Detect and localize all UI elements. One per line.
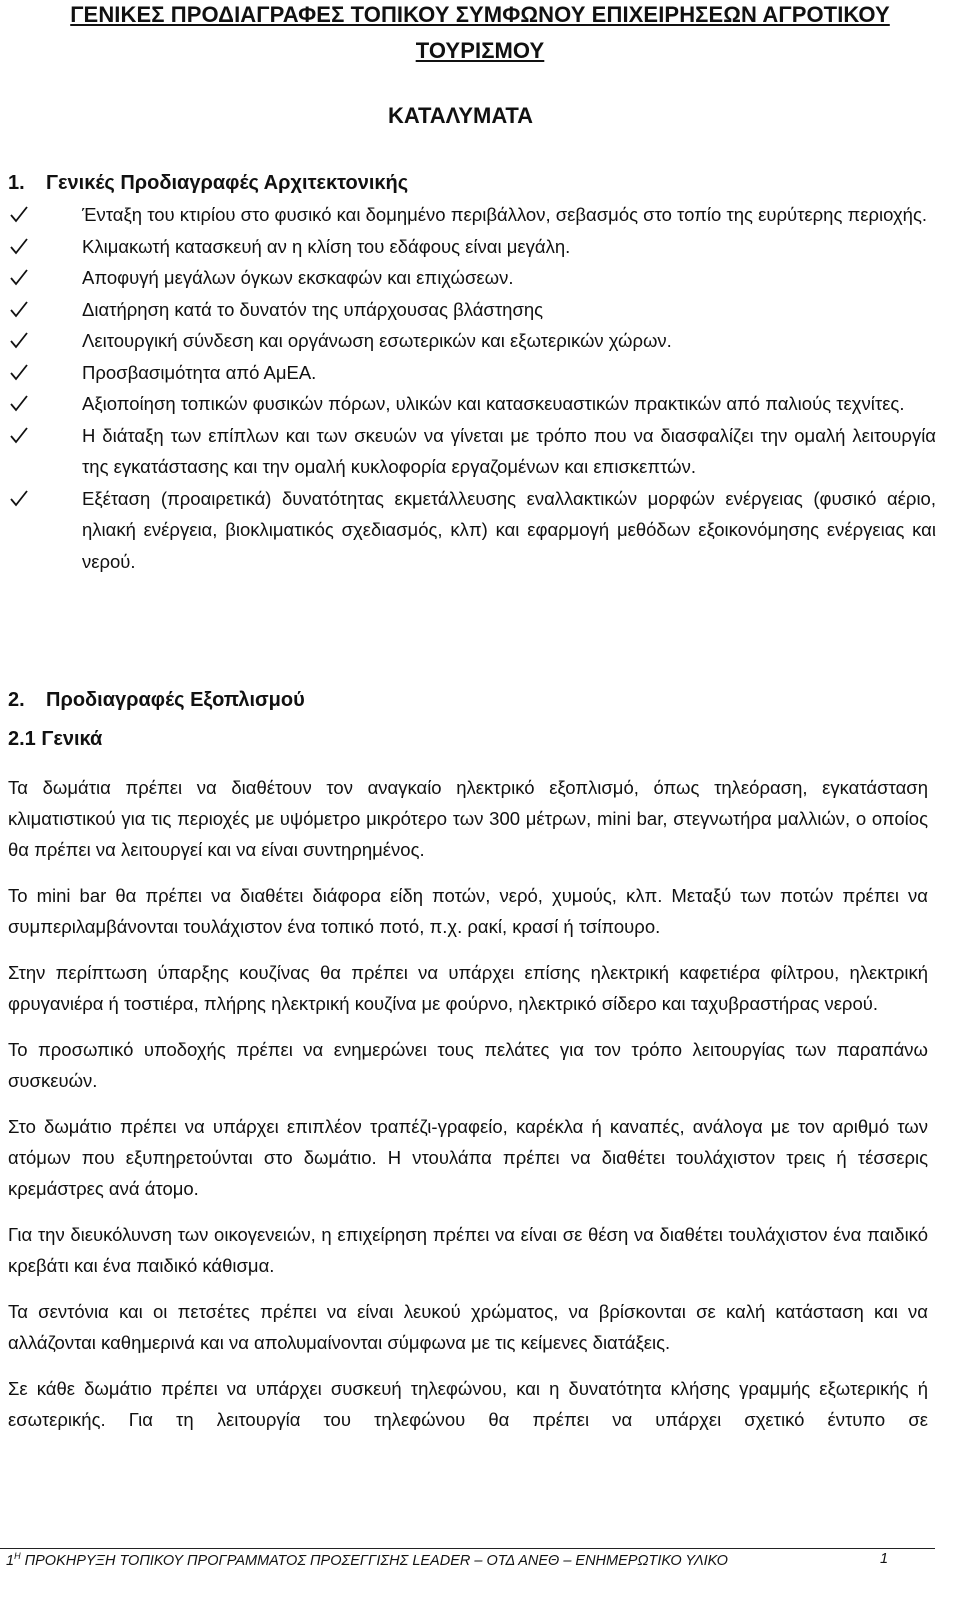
section1-heading-text: Γενικές Προδιαγραφές Αρχιτεκτονικής	[46, 172, 409, 194]
section2-heading-text: Προδιαγραφές Εξοπλισμού	[46, 689, 305, 711]
document-title-line1: ΓΕΝΙΚΕΣ ΠΡΟΔΙΑΓΡΑΦΕΣ ΤΟΠΙΚΟΥ ΣΥΜΦΩΝΟΥ ΕΠΙΧΕΙΡΗΣΕΩΝ ΑΓΡΟΤΙΚΟΥ	[70, 2, 890, 27]
checklist-item-text: Κλιμακωτή κατασκευή αν η κλίση του εδάφους είναι μεγάλη.	[82, 235, 571, 257]
section1-checklist	[8, 199, 936, 577]
checklist-item	[8, 420, 936, 483]
footer-divider	[0, 1548, 935, 1549]
checklist-item	[8, 325, 936, 357]
section2-body	[8, 772, 928, 1435]
checklist-item-text: Η διάταξη των επίπλων και των σκευών να γίνεται με τρόπο που να διασφαλίζει την ομαλή λειτουργία της εγκατάστασης και την ομαλή κυκλοφορία εργαζομένων και επισκεπτών.	[82, 424, 936, 477]
page-footer	[6, 1551, 892, 1569]
checklist-item	[8, 357, 936, 389]
document-title-line2: ΤΟΥΡΙΣΜΟΥ	[415, 38, 545, 63]
section2-heading	[8, 689, 305, 712]
footer-number: 1	[6, 1552, 15, 1569]
section1-number: 1.	[8, 172, 25, 194]
checkmark-icon	[8, 483, 30, 514]
checkmark-icon	[8, 231, 30, 262]
document-subtitle: ΚΑΤΑΛΥΜΑΤΑ	[388, 103, 534, 128]
paragraph: Στην περίπτωση ύπαρξης κουζίνας θα πρέπει να υπάρχει επίσης ηλεκτρική καφετιέρα φίλτρου, ηλεκτρική φρυγανιέρα ή τοστιέρα, πλήρης ηλεκτρική κουζίνα με φούρνο, ηλεκτρικό σίδερο και ταχυβραστήρας νερού.	[8, 962, 928, 1014]
paragraph: Τα δωμάτια πρέπει να διαθέτουν τον αναγκαίο ηλεκτρικό εξοπλισμό, όπως τηλεόραση, εγκατάσταση κλιματιστικού για τις περιοχές με υψόμετρο μικρότερο των 300 μέτρων, mini bar, στεγνωτήρα μαλλιών, ο οποίος θα πρέπει να λειτουργεί και να είναι συντηρημένος.	[8, 777, 928, 860]
checklist-item	[8, 199, 936, 231]
paragraph: Στο δωμάτιο πρέπει να υπάρχει επιπλέον τραπέζι-γραφείο, καρέκλα ή καναπές, ανάλογα με τον αριθμό των ατόμων που εξυπηρετούνται στο δωμάτιο. Η ντουλάπα πρέπει να διαθέτει τουλάχιστον τρεις ή τέσσερις κρεμάστρες ανά άτομο.	[8, 1116, 928, 1199]
paragraph: Το mini bar θα πρέπει να διαθέτει διάφορα είδη ποτών, νερό, χυμούς, κλπ. Μεταξύ των ποτών πρέπει να συμπεριλαμβάνονται τουλάχιστον ένα τοπικό ποτό, π.χ. ρακί, κρασί ή τσίπουρο.	[8, 885, 928, 937]
checklist-item-text: Εξέταση (προαιρετικά) δυνατότητας εκμετάλλευσης εναλλακτικών μορφών ενέργειας (φυσικό αέριο, ηλιακή ενέργεια, βιοκλιματικός σχεδιασμός, κλπ) και εφαρμογή μεθόδων εξοικονόμησης ενέργειας και νερού.	[82, 487, 936, 572]
paragraph: Σε κάθε δωμάτιο πρέπει να υπάρχει συσκευή τηλεφώνου, και η δυνατότητα κλήσης γραμμής εξωτερικής ή εσωτερικής. Για τη λειτουργία του τηλεφώνου θα πρέπει να υπάρχει σχετικό έντυπο σε	[8, 1378, 928, 1430]
footer-superscript: Η	[14, 1551, 21, 1561]
checkmark-icon	[8, 325, 30, 356]
checklist-item	[8, 231, 936, 263]
checkmark-icon	[8, 262, 30, 293]
checkmark-icon	[8, 294, 30, 325]
paragraph: Τα σεντόνια και οι πετσέτες πρέπει να είναι λευκού χρώματος, να βρίσκονται σε καλή κατάσταση και να αλλάζονται καθημερινά και να απολυμαίνονται σύμφωνα με τις κείμενες διατάξεις.	[8, 1301, 928, 1353]
checklist-item	[8, 388, 936, 420]
section1-heading	[8, 172, 408, 195]
checklist-item	[8, 262, 936, 294]
page-number: 1	[880, 1551, 889, 1567]
section2-number: 2.	[8, 689, 25, 711]
checklist-item-text: Αποφυγή μεγάλων όγκων εκσκαφών και επιχώσεων.	[82, 267, 514, 288]
checkmark-icon	[8, 420, 30, 451]
checkmark-icon	[8, 388, 30, 419]
paragraph: Για την διευκόλυνση των οικογενειών, η επιχείρηση πρέπει να είναι σε θέση να διαθέτει τουλάχιστον ένα παιδικό κρεβάτι και ένα παιδικό κάθισμα.	[8, 1224, 928, 1276]
checklist-item	[8, 483, 936, 578]
checklist-item-text: Προσβασιμότητα από ΑμΕΑ.	[82, 361, 317, 383]
checklist-item-text: Διατήρηση κατά το δυνατόν της υπάρχουσας βλάστησης	[82, 298, 544, 320]
section2-1-heading: 2.1 Γενικά	[8, 728, 103, 750]
checklist-item	[8, 294, 936, 326]
paragraph: Το προσωπικό υποδοχής πρέπει να ενημερώνει τους πελάτες για τον τρόπο λειτουργίας των παραπάνω συσκευών.	[8, 1039, 928, 1091]
checkmark-icon	[8, 199, 30, 230]
checklist-item-text: Αξιοποίηση τοπικών φυσικών πόρων, υλικών και κατασκευαστικών πρακτικών από παλιούς τεχνίτες.	[82, 393, 905, 414]
footer-text: ΠΡΟΚΗΡΥΞΗ ΤΟΠΙΚΟΥ ΠΡΟΓΡΑΜΜΑΤΟΣ ΠΡΟΣΕΓΓΙΣΗΣ LEADER – ΟΤΔ ΑΝΕΘ – ΕΝΗΜΕΡΩΤΙΚΟ ΥΛΙΚΟ	[20, 1552, 728, 1569]
checklist-item-text: Ένταξη του κτιρίου στο φυσικό και δομημένο περιβάλλον, σεβασμός στο τοπίο της ευρύτερης περιοχής.	[82, 204, 928, 225]
checklist-item-text: Λειτουργική σύνδεση και οργάνωση εσωτερικών και εξωτερικών χώρων.	[82, 330, 672, 351]
checkmark-icon	[8, 357, 30, 388]
